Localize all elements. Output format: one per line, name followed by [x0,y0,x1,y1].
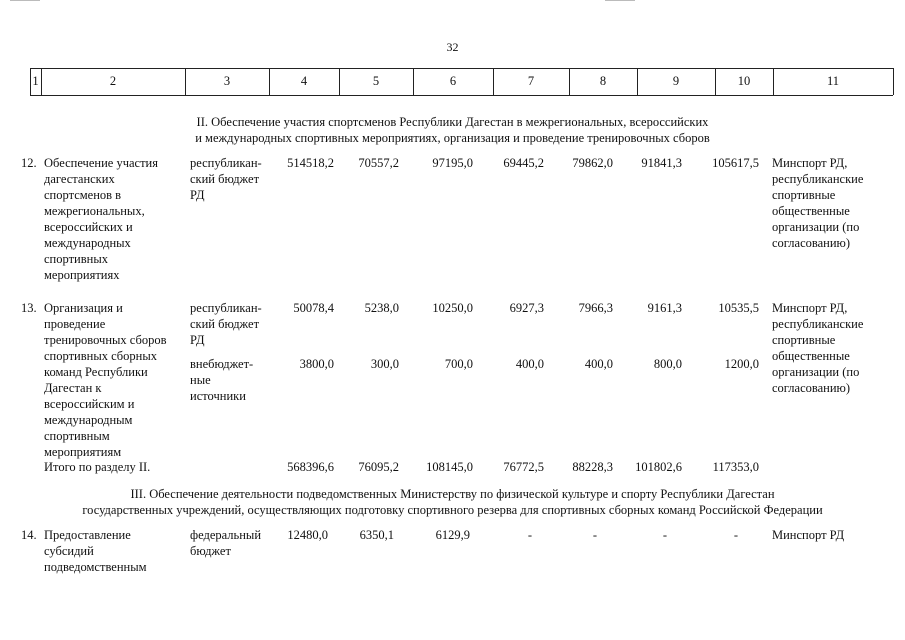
col-header: 7 [527,74,535,88]
scan-mark [10,0,40,1]
measure-name-line: дагестанских [44,172,115,186]
measure-name-line: спортивным [44,429,110,443]
value-year: 101802,6 [635,460,682,474]
page-number: 32 [446,40,459,54]
value-year: - [527,528,532,542]
measure-name-line: межрегиональных, [44,204,145,218]
value-year: 9161,3 [647,301,682,315]
measure-name-line: всероссийским и [44,397,135,411]
measure-name-line: тренировочных сборов [44,333,167,347]
executor-line: организации (по [772,220,860,234]
funding-source-line: внебюджет- [190,357,254,371]
measure-name-line: спортивных сборных [44,349,157,363]
col-header: 9 [672,74,680,88]
row-number: 14. [21,528,37,542]
executor-line: общественные [772,349,850,363]
measure-name-line: субсидий [44,544,94,558]
executor-line: спортивные [772,188,836,202]
value-year: 6129,9 [435,528,470,542]
value-year: - [592,528,597,542]
value-year: 1200,0 [724,357,759,371]
value-year: - [733,528,738,542]
value-year: 10535,5 [718,301,759,315]
funding-source-line: республикан- [190,301,262,315]
value-year: 108145,0 [426,460,473,474]
executor-line: согласованию) [772,381,851,395]
funding-source-line: федеральный [190,528,262,542]
col-header: 4 [300,74,308,88]
value-total: 568396,6 [287,460,334,474]
col-header: 5 [372,74,380,88]
value-year: 97195,0 [432,156,473,170]
value-year: 700,0 [444,357,473,371]
value-total: 514518,2 [287,156,334,170]
executor-line: согласованию) [772,236,851,250]
value-year: 79862,0 [572,156,613,170]
value-year: 6927,3 [509,301,544,315]
executor-line: организации (по [772,365,860,379]
section-3-title-line2: государственных учреждений, осуществляющих подготовку спортивного резерва для спортивных сборных команд Российской Федерации [82,503,823,517]
executor-line: Минспорт РД, [772,301,848,315]
value-year: 91841,3 [641,156,682,170]
value-year: 5238,0 [364,301,399,315]
col-header: 3 [223,74,231,88]
measure-name-line: подведомственным [44,560,147,574]
funding-source-line: РД [190,333,205,347]
value-year: 10250,0 [432,301,473,315]
funding-source-line: ные [190,373,211,387]
header-bottom-border [30,95,893,96]
measure-name-line: проведение [44,317,106,331]
measure-name-line: всероссийских и [44,220,133,234]
col-header: 8 [599,74,607,88]
col-header: 2 [109,74,117,88]
value-year: 300,0 [370,357,399,371]
row-number: 13. [21,301,37,315]
value-year: 70557,2 [358,156,399,170]
value-year: 88228,3 [572,460,613,474]
executor-line: Минспорт РД, [772,156,848,170]
funding-source-line: республикан- [190,156,262,170]
row-number: 12. [21,156,37,170]
col-header: 11 [826,74,840,88]
value-year: 117353,0 [712,460,759,474]
measure-name-line: спортивных [44,252,108,266]
section-2-title-line1: II. Обеспечение участия спортсменов Республики Дагестан в межрегиональных, всероссийских [196,115,709,129]
section-2-title-line2: и международных спортивных мероприятиях, организация и проведение тренировочных сборов [195,131,710,145]
measure-name-line: международных [44,236,131,250]
total-label: Итого по разделу II. [44,460,151,474]
value-total: 12480,0 [287,528,328,542]
executor-line: Минспорт РД [772,528,845,542]
value-year: 105617,5 [712,156,759,170]
funding-source-line: ский бюджет [190,317,260,331]
value-year: 400,0 [584,357,613,371]
measure-name-line: Предоставление [44,528,131,542]
value-year: 7966,3 [578,301,613,315]
funding-source-line: бюджет [190,544,231,558]
funding-source-line: источники [190,389,246,403]
value-year: 6350,1 [359,528,394,542]
measure-name-line: Организация и [44,301,123,315]
measure-name-line: международным [44,413,133,427]
measure-name-line: мероприятиям [44,445,122,459]
value-total: 3800,0 [299,357,334,371]
col-header: 1 [32,74,39,88]
value-year: 69445,2 [503,156,544,170]
measure-name-line: Дагестан к [44,381,102,395]
value-year: 76095,2 [358,460,399,474]
measure-name-line: спортсменов в [44,188,122,202]
funding-source-line: РД [190,188,205,202]
value-year: 400,0 [515,357,544,371]
funding-source-line: ский бюджет [190,172,260,186]
value-total: 50078,4 [293,301,334,315]
measure-name-line: Обеспечение участия [44,156,158,170]
value-year: 76772,5 [503,460,544,474]
value-year: - [662,528,667,542]
executor-line: республиканские [772,317,864,331]
executor-line: общественные [772,204,850,218]
measure-name-line: мероприятиях [44,268,120,282]
col-header: 10 [737,74,751,88]
scan-mark [605,0,635,1]
col-header: 6 [449,74,457,88]
executor-line: спортивные [772,333,836,347]
measure-name-line: команд Республики [44,365,148,379]
value-year: 800,0 [653,357,682,371]
executor-line: республиканские [772,172,864,186]
section-3-title-line1: III. Обеспечение деятельности подведомственных Министерству по физической культуре и спорту Республики Дагестан [130,487,775,501]
